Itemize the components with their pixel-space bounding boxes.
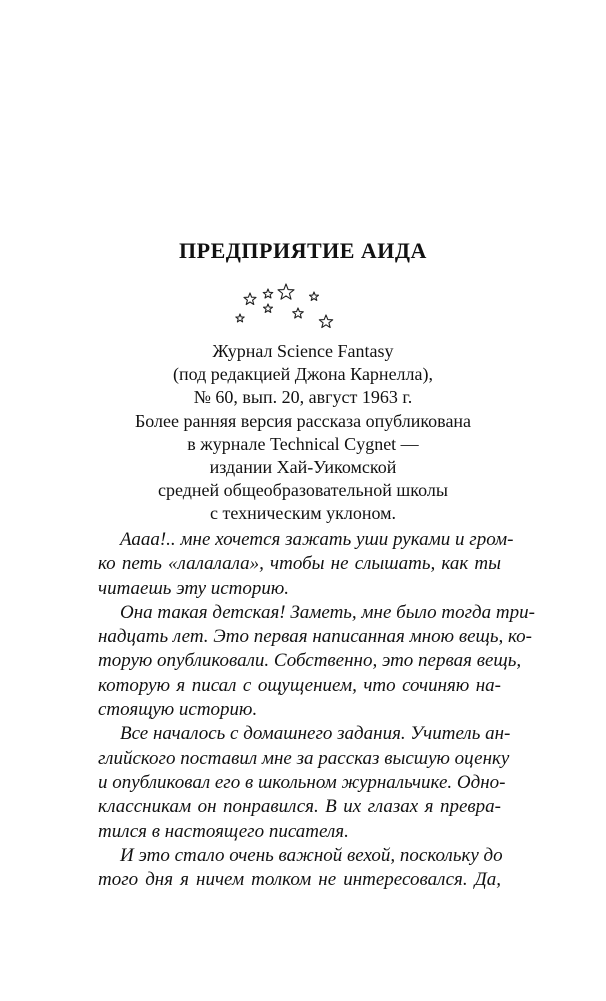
text-line: И это стало очень важной вехой, поскольку до: [120, 844, 503, 866]
star-icon: [319, 315, 332, 328]
epigraph-line: издании Хай-Уикомской: [209, 457, 397, 478]
epigraph-line: Более ранняя версия рассказа опубликована: [134, 410, 472, 431]
epigraph-line: с техническим уклоном.: [209, 503, 397, 524]
star-icon: [244, 293, 256, 305]
star-icon: [264, 304, 273, 312]
text-line: читаешь эту историю.: [98, 577, 290, 599]
star-icon: [310, 292, 319, 300]
text-line: надцать лет. Это первая написанная мною вещь, ко-: [98, 626, 532, 648]
text-line: Она такая детская! Заметь, мне было тогда три-: [120, 601, 535, 623]
epigraph-line: средней общеобразовательной школы: [158, 480, 448, 501]
epigraph-line: Журнал Science Fantasy: [212, 341, 394, 361]
text-line: классникам он понравился. В их глазах я превра-: [98, 796, 501, 818]
text-line: Аааа!.. мне хочется зажать уши руками и гром-: [120, 529, 514, 550]
stars-ornament-icon: [228, 280, 348, 332]
text-line: глийского поставил мне за рассказ высшую оценку: [98, 747, 510, 769]
epigraph: [0, 340, 606, 526]
text-line: ко петь «лалалала», чтобы не слышать, как ты: [98, 553, 501, 575]
text-line: Все началось с домашнего задания. Учитель ан-: [120, 723, 511, 745]
star-icon: [236, 314, 244, 322]
star-icon: [263, 289, 273, 298]
text-line: того дня я ничем толком не интересовался. Да,: [98, 869, 501, 891]
text-line: которую я писал с ощущением, что сочиняю на-: [98, 674, 501, 696]
text-line: тился в настоящего писателя.: [98, 820, 349, 842]
text-line: торую опубликовали. Собственно, это первая вещь,: [98, 650, 522, 672]
star-icon: [278, 284, 294, 299]
chapter-title: ПРЕДПРИЯТИЕ АИДА: [179, 238, 427, 263]
body-text: [98, 528, 535, 892]
star-icon: [293, 308, 304, 318]
text-line: и опубликовал его в школьном журнальчике. Одно-: [98, 771, 506, 793]
epigraph-line: № 60, вып. 20, август 1963 г.: [193, 387, 413, 408]
text-line: стоящую историю.: [98, 699, 258, 721]
epigraph-line: (под редакцией Джона Карнелла),: [172, 364, 433, 385]
epigraph-line: в журнале Technical Cygnet —: [187, 433, 419, 454]
